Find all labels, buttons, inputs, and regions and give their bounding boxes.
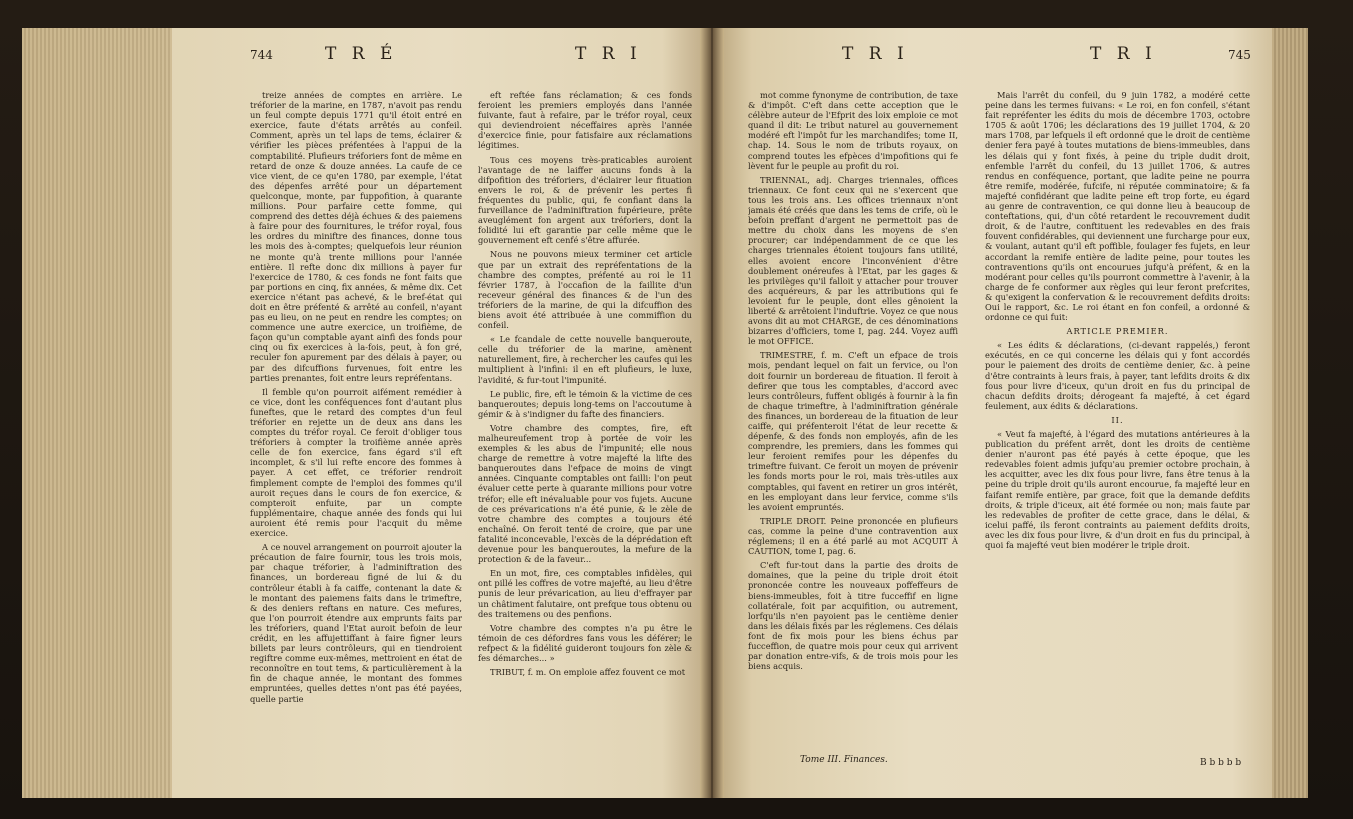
paragraph: mot comme fynonyme de contribution, de taxe & d'impôt. C'eft dans cette acception que le célèbre auteur de l'Efprit des loix emploie ce mot quand il dit: Le tribut naturel au gouvernement modéré eft l'impôt fur les marchandifes; tome II, chap. 14. Sous le nom de tributs royaux, on comprend toutes les efpèces d'impofitions qui fe lèvent fur le peuple au profit du roi. <box>748 90 958 171</box>
paragraph: TRIMESTRE, f. m. C'eft un efpace de trois mois, pendant lequel on fait un fervice, ou l'on doit fournir un bordereau de fituation. Il feroit à defirer que tous les comptables, d'accord avec leurs contrôleurs, fuffent obligés à fournir à la fin de chaque trimeftre, à l'adminiftration générale des finances, un bordereau de la fituation de leur caiffe, qui préfenteroit l'état de leur recette & dépenfe, & des fonds non employés, afin de les comprendre, les premiers, dans les fommes qui leur feroient remifes pour les dépenfes du trimeftre fuivant. Ce feroit un moyen de prévenir les fonds morts pour le roi, mais très-utiles aux comptables, qui favent en retirer un gros intérêt, en les employant dans leur fervice, comme s'ils les avoient empruntés. <box>748 350 958 512</box>
paragraph: Votre chambre des comptes, fire, eft malheureufement trop à portée de voir les exemples & les abus de l'impunité; elle nous charge de remettre à votre majefté la lifte des banqueroutes dans l'efpace de moins de vingt années. Cinquante comptables ont failli: l'on peut évaluer cette perte à quarante millions pour votre tréfor; elle eft inévaluable pour vos fujets. Aucune de ces prévarications n'a été punie, & le zèle de votre chambre des comptes a toujours été enchaîné. On feroit tenté de croire, que par une fatalité inconcevable, l'excès de la déprédation eft devenue pour les banqueroutes, la mefure de la protection & de la faveur... <box>478 422 692 565</box>
left-column-1 <box>250 90 462 780</box>
right-page-signature: B b b b b <box>1200 758 1242 768</box>
left-column-2 <box>478 90 692 780</box>
left-page-edges <box>22 28 172 798</box>
paragraph: treize années de comptes en arrière. Le tréforier de la marine, en 1787, n'avoit pas rendu un feul compte depuis 1771 qu'il étoit entré en exercice, faute d'états arrêtés au confeil. Comment, après un tel laps de tems, éclairer & vérifier les pièces préfentées à l'appui de la comptabilité. Plufieurs tréforiers font de même en retard de onze & douze années. La caufe de ce vice vient, de ce qu'en 1780, par exemple, l'état des dépenfes arrêté pour un département quelconque, monte, par fuppofition, à quarante millions. Pour parfaire cette fomme, qui comprend des dettes déjà échues & des paiemens à faire pour des fournitures, le tréfor royal, fous les ordres du miniftre des finances, donne tous les mois des à-comptes; quelquefois leur réunion ne monte qu'à trente millions pour l'année entière. Il refte donc dix millions à payer fur l'exercice de 1780, & ces fonds ne font faits que par portions en cinq, fix années, & même dix. Cet exercice n'étant pas achevé, & le bref-état qui doit en être préfenté & arrêté au confeil, n'ayant pas eu lieu, on ne peut en rendre les comptes; on commence une autre exercice, un troifième, de façon qu'un comptable ayant ainfi des fonds pour cinq ou fix exercices à la-fois, peut, à fon gré, reculer fon apurement par des délais à payer, ou par des difcuffions furvenues, foit entre les parties prenantes, foit entre leurs repréfentans. <box>250 90 462 383</box>
paragraph: eft reftée fans réclamation; & ces fonds feroient les premiers employés dans l'année fuivante, faut à refaire, par le tréfor royal, ceux qui deviendroient néceffaires après l'année d'exercice finie, pour fatisfaire aux réclamations légitimes. <box>478 90 692 151</box>
right-running-head: T R I <box>1090 44 1157 64</box>
paragraph: « Les édits & déclarations, (ci-devant rappelés,) feront exécutés, en ce qui concerne les délais qui y font accordés pour le paiement des droits de centième denier, &c. à peine d'être contraints à leurs frais, à payer, tant lefdits droits & dix fous pour livre d'iceux, qu'un droit en fus du principal de chacun defdits droits; dérogeant fa majefté, à cet égard feulement, aux édits & déclarations. <box>985 340 1250 411</box>
paragraph: « Veut fa majefté, à l'égard des mutations antérieures à la publication du préfent arrêt, dont les droits de centième denier n'auront pas été payés à cette époque, que les redevables foient admis jufqu'au premier octobre prochain, à les acquitter, avec les dix fous pour livre, fans être tenus à la peine du triple droit qu'ils auront encourue, fa majefté leur en faifant remife entière, par grace, foit que la demande defdits droits, & triple d'iceux, ait été formée ou non; mais faute par les redevables de profiter de cette grace, dans le délai, & icelui paffé, ils feront contraints au paiement defdits droits, avec les dix fous pour livre, & d'un droit en fus du principal, à quoi fa majefté veut bien modérer le triple droit. <box>985 429 1250 551</box>
paragraph: TRIENNAL, adj. Charges triennales, offices triennaux. Ce font ceux qui ne s'exercent que tous les trois ans. Les offices triennaux n'ont jamais été créés que dans les tems de crife, où le befoin preffant d'argent ne permettoit pas de mettre du choix dans les moyens de s'en procurer; car indépendamment de ce que les charges triennales étoient toujours fans utilité, elles avoient encore l'inconvénient d'être doublement onéreufes à l'Etat, par les gages & les privilèges qu'il falloit y attacher pour trouver des acquéreurs, & par les attributions qui fe levoient fur le peuple, dont elles gênoient la liberté & arrêtoient l'induftrie. Voyez ce que nous avons dit au mot CHARGE, de ces dénominations bizarres d'officiers, tome I, pag. 244. Voyez auffi le mot OFFICE. <box>748 174 958 347</box>
paragraph: En un mot, fire, ces comptables infidèles, qui ont pillé les coffres de votre majefté, au lieu d'être punis de leur prévarication, au lieu d'effrayer par un châtiment falutaire, ont prefque tous obtenu ou des traitemens ou des penfions. <box>478 568 692 619</box>
right-page-footer-volume: Tome III. Finances. <box>800 755 888 765</box>
right-column-1 <box>748 90 958 730</box>
left-page-number: 744 <box>250 48 273 62</box>
right-page-edges <box>1272 28 1308 798</box>
paragraph: II. <box>1111 414 1124 425</box>
paragraph: C'eft fur-tout dans la partie des droits de domaines, que la peine du triple droit étoit prononcée contre les nouveaux poffeffeurs de biens-immeubles, foit à titre fucceffif en ligne collatérale, foit par acquifition, ou autrement, lorfqu'ils n'en payoient pas le centième denier dans les délais fixés par les réglemens. Ces délais font de fix mois pour les biens échus par fucceffion, de quatre mois pour ceux qui arrivent par donation entre-vifs, & de trois mois pour les biens acquis. <box>748 560 958 672</box>
right-running-head-left: T R I <box>842 44 909 64</box>
paragraph: Mais l'arrêt du confeil, du 9 juin 1782, a modéré cette peine dans les termes fuivans: « Le roi, en fon confeil, s'étant fait repréfenter les édits du mois de décembre 1703, octobre 1705 & août 1706; les déclarations des 19 juillet 1704, & 20 mars 1708, par lefquels il eft ordonné que le droit de centième denier fera payé à toutes mutations de biens-immeubles, dans les délais qui y font fixés, à peine du triple dudit droit, enfemble l'arrêt du confeil, du 13 juillet 1706, & autres rendus en conféquence, portant, que ladite peine ne pourra être remife, modérée, fufcife, ni réputée comminatoire; & fa majefté confidérant que ladite peine eft trop forte, eu égard au genre de contravention, ce qui donne lieu à beaucoup de conteftations, qui, d'un côté retardent le recouvrement dudit droit, & de l'autre, conftituent les redevables en des frais fouvent confidérables, qui deviennent une furcharge pour eux, & voulant, autant qu'il eft poffible, foulager fes fujets, en leur accordant la remife entière de ladite peine, pour toutes les contraventions qu'ils ont encourues jufqu'à préfent, & en la modérant pour celles qu'ils pourront commettre à l'avenir, à la charge de fe conformer aux règles qui leur feront prefcrites, & qu'exigent la confervation & le recouvrement defdits droits: Oui le rapport, &c. Le roi étant en fon confeil, a ordonné & ordonne ce qui fuit: <box>985 90 1250 323</box>
paragraph: « Le fcandale de cette nouvelle banqueroute, celle du tréforier de la marine, amènent naturellement, fire, à rechercher les caufes qui les multiplient à l'infini: il en eft plufieurs, le luxe, l'avidité, & fur-tout l'impunité. <box>478 334 692 385</box>
paragraph: Tous ces moyens très-praticables auroient l'avantage de ne laiffer aucuns fonds à la difpofition des tréforiers, d'éclairer leur fituation envers le roi, & de prévenir les pertes fi fréquentes du public, qui, fe confiant dans la furveillance de l'adminiftration fupérieure, prête aveuglément fon argent aux tréforiers, dont la folidité lui eft garantie par celle même que le gouvernement eft cenfé s'être affurée. <box>478 154 692 246</box>
right-page-number: 745 <box>1228 48 1251 62</box>
paragraph: TRIPLE DROIT. Peine prononcée en plufieurs cas, comme la peine d'une contravention aux réglemens; il en a été parlé au mot ACQUIT À CAUTION, tome I, pag. 6. <box>748 515 958 557</box>
left-page-number-block <box>250 44 273 64</box>
right-column-2 <box>985 90 1250 780</box>
paragraph: Le public, fire, eft le témoin & la victime de ces banqueroutes; depuis long-tems on l'accoutume à gémir & à s'indigner du fafte des financiers. <box>478 388 692 419</box>
book-gutter <box>700 28 724 798</box>
paragraph: Votre chambre des comptes n'a pu être le témoin de ces défordres fans vous les déférer; le refpect & la fidélité guideront toujours fon zèle & fes démarches... » <box>478 622 692 663</box>
paragraph: A ce nouvel arrangement on pourroit ajouter la précaution de faire fournir, tous les trois mois, par chaque tréforier, à l'adminiftration des finances, un bordereau figné de lui & du contrôleur établi à fa caiffe, contenant la date & le montant des paiemens faits dans le trimeftre, & des deniers reftans en nature. Ces mefures, que l'on pourroit étendre aux emprunts faits par les tréforiers, quand l'Etat auroit befoin de leur crédit, en les affujettiffant à faire figner leurs billets par leurs contrôleurs, qui en tiendroient regiftre comme eux-mêmes, mettroient en état de reconnoître en tout tems, & particulièrement à la fin de chaque année, le montant des fommes empruntées, quelles dettes n'ont pas été payées, quelle partie <box>250 542 462 704</box>
left-running-head: T R É <box>325 44 398 64</box>
paragraph: Nous ne pouvons mieux terminer cet article que par un extrait des repréfentations de la chambre des comptes, préfenté au roi le 11 février 1787, à l'occafion de la faillite d'un receveur général des finances & de l'un des tréforiers de la marine, de qui la difcuffion des biens avoit été attribuée à une commiffion du confeil. <box>478 249 692 331</box>
paragraph: TRIBUT, f. m. On emploie affez fouvent ce mot <box>490 667 686 678</box>
right-page-number-block <box>1228 44 1251 64</box>
left-running-head-right: T R I <box>575 44 642 64</box>
paragraph: ARTICLE PREMIER. <box>1066 326 1169 337</box>
paragraph: Il femble qu'on pourroit aifément remédier à ce vice, dont les conféquences font d'autant plus funeftes, que le retard des comptes d'un feul tréforier en rejette un de deux ans dans les comptes du tréfor royal. Ce feroit d'obliger tous tréforiers à compter la troifième année après celle de fon exercice, fans égard s'il eft incomplet, & s'il lui refte encore des fommes à payer. A cet effet, ce tréforier rendroit fimplement compte de l'emploi des fommes qu'il auroit reçues dans le cours de fon exercice, & compteroit enfuite, par un compte fupplémentaire, chaque année des fonds qui lui auroient été remis pour l'acquit du même exercice. <box>250 386 462 539</box>
